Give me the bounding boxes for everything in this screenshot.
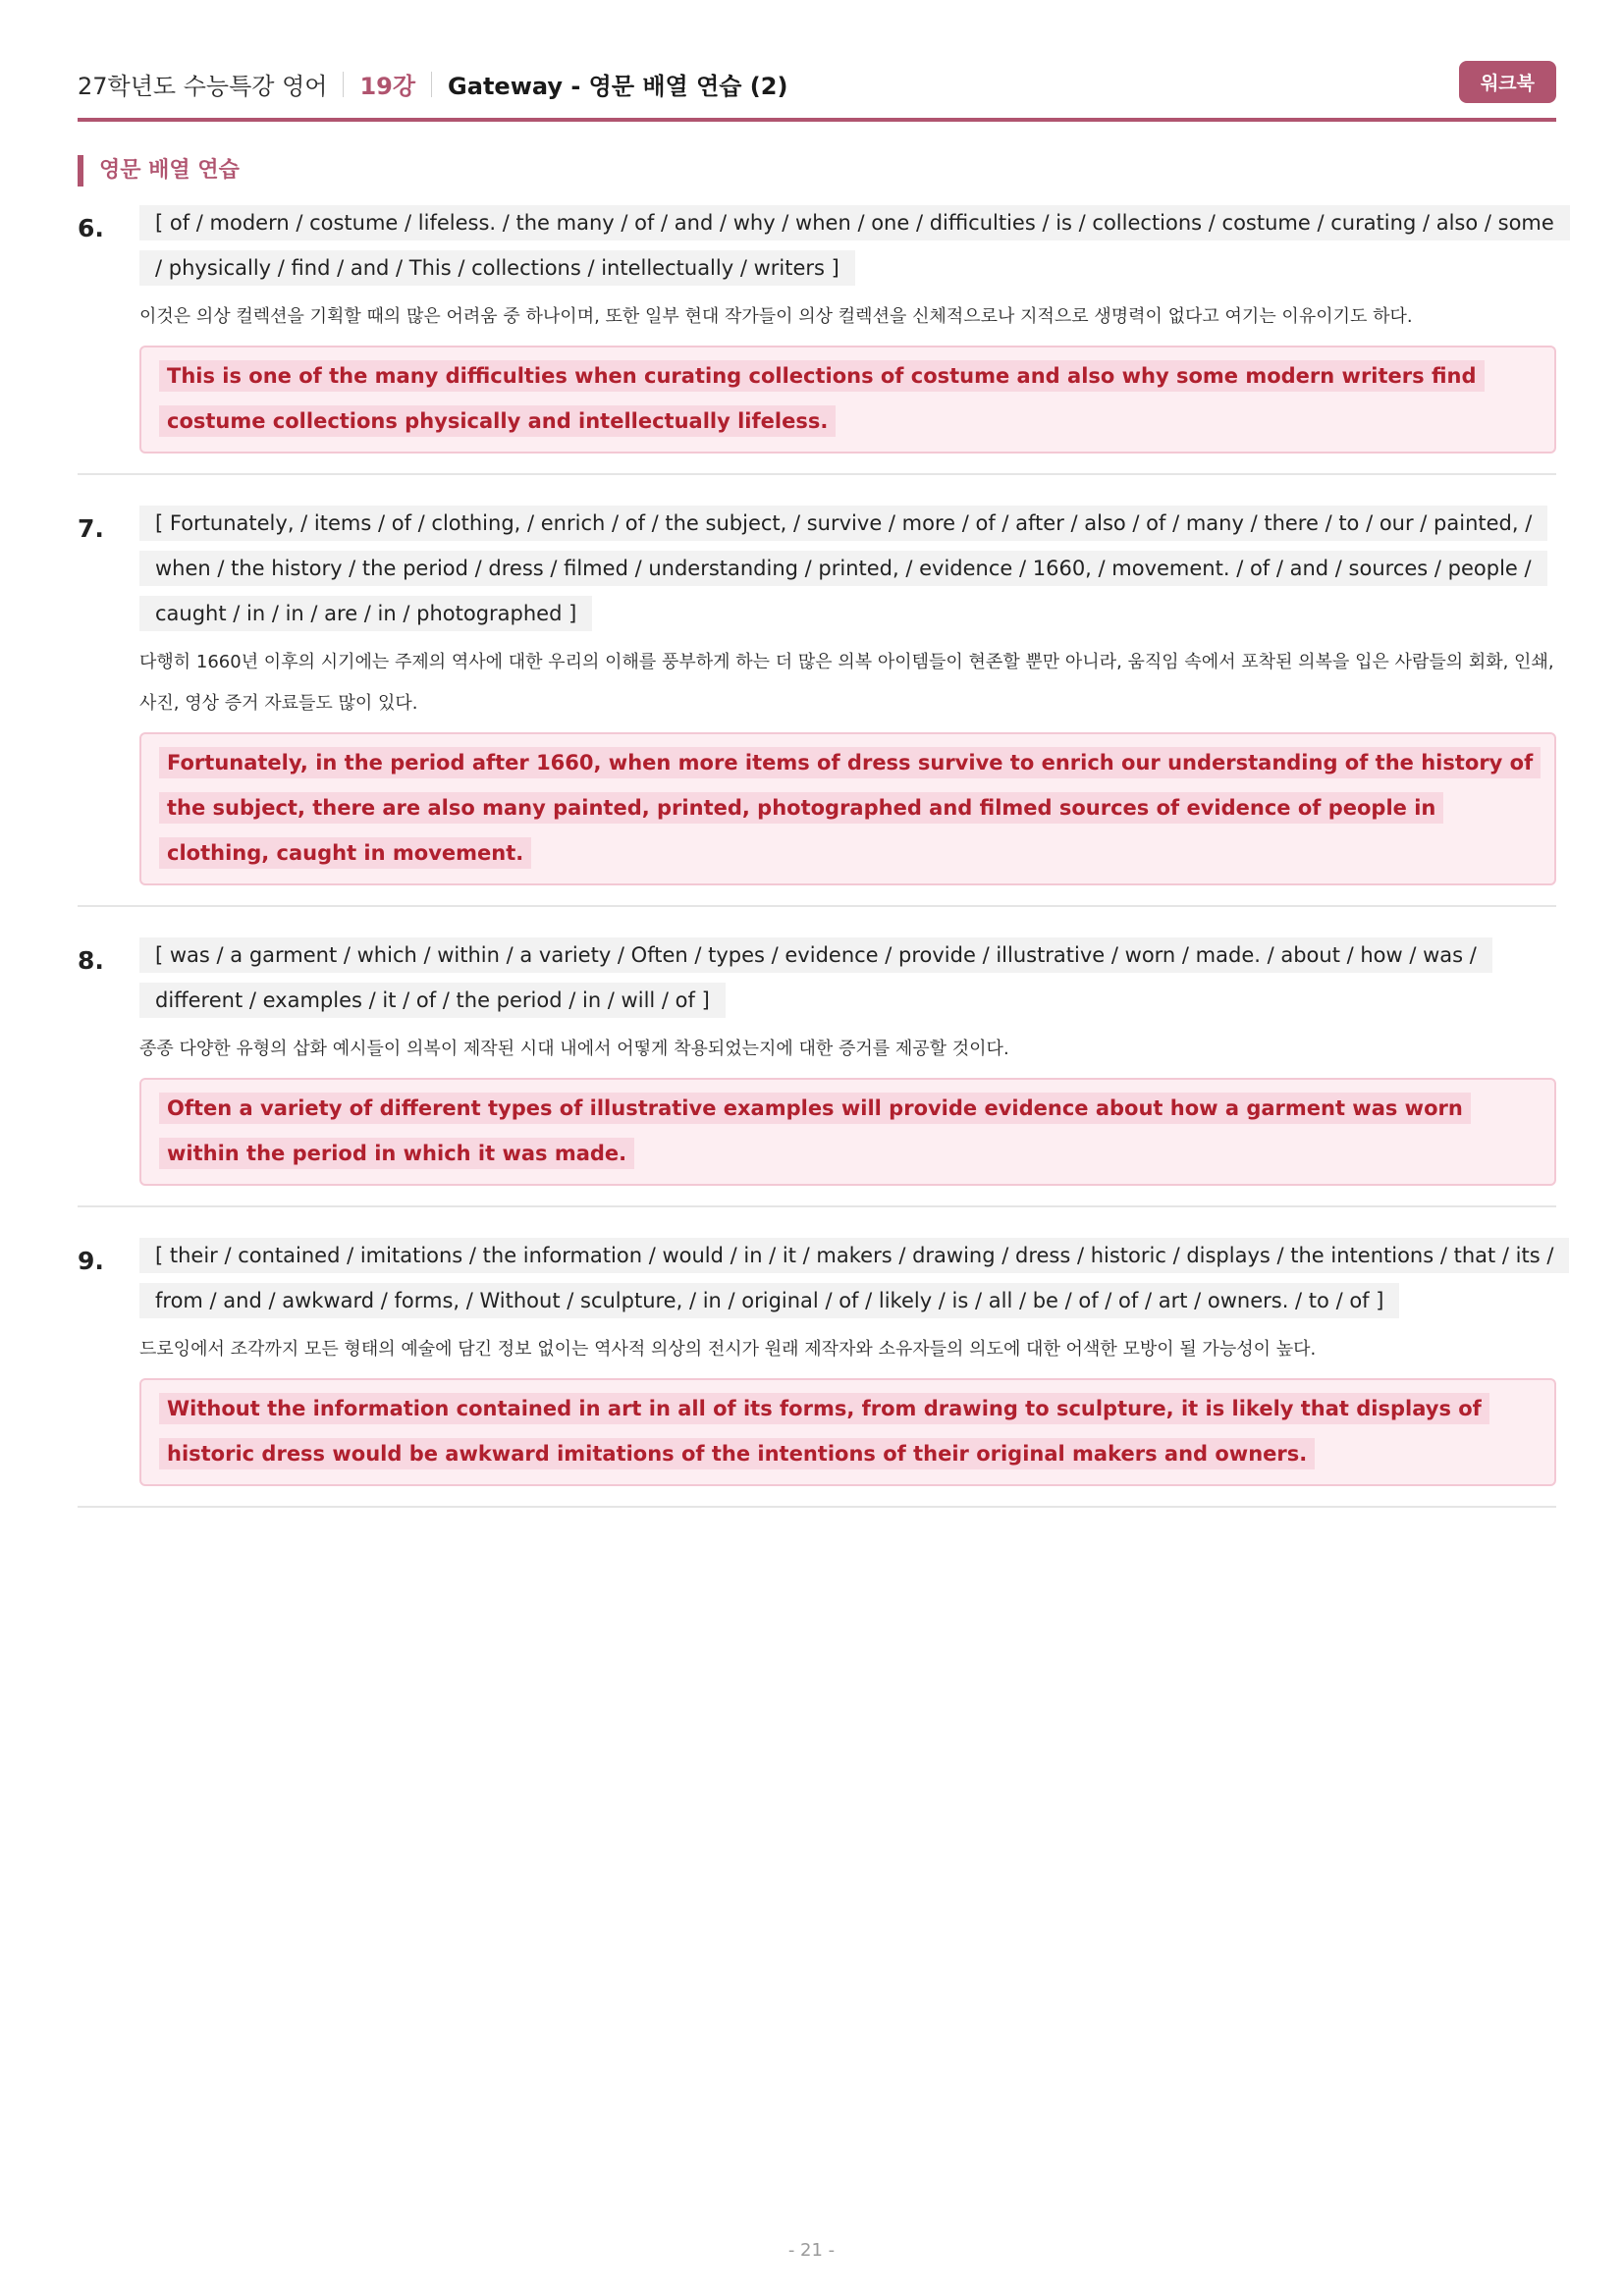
scramble-text: [ of / modern / costume / lifeless. / the many / of / and / why / when / one / difficulties / is / collections / costume / curating / also / some / physically / find / and / This / collections / intellectually / writers ] — [139, 205, 1570, 286]
scrambled-words — [139, 1233, 1556, 1323]
question-8 — [78, 933, 1556, 1207]
question-number: 6. — [78, 214, 104, 242]
header-divider — [343, 72, 344, 97]
section-label: 영문 배열 연습 — [78, 155, 240, 187]
answer-text: Fortunately, in the period after 1660, when more items of dress survive to enrich our understanding of the history of the subject, there are also many painted, printed, photographed and filmed sources of evidence of people in clothing, caught in movement. — [159, 747, 1541, 869]
lesson-number: 19강 — [359, 73, 416, 100]
workbook-badge: 워크북 — [1459, 61, 1556, 103]
book-title: 27학년도 수능특강 영어 — [78, 73, 328, 100]
page-header — [78, 57, 1556, 122]
header-divider — [431, 72, 432, 97]
scramble-text: [ Fortunately, / items / of / clothing, / enrich / of / the subject, / survive / more / of / after / also / of / many / there / to / our / painted, / when / the history / the period / dress / filmed / understanding / printed, / evidence / 1660, / movement. / of / and / sources / people / caught / in / in / are / in / photographed ] — [139, 506, 1547, 631]
question-7 — [78, 501, 1556, 907]
scramble-text: [ their / contained / imitations / the information / would / in / it / makers / drawing / dress / historic / displays / the intentions / that / its / from / and / awkward / forms, / Without / sculpture, / in / original / of / likely / is / all / be / of / of / art / owners. / to / of ] — [139, 1238, 1569, 1318]
answer-box — [139, 1378, 1556, 1486]
korean-translation: 이것은 의상 컬렉션을 기획할 때의 많은 어려움 중 하나이며, 또한 일부 현대 작가들이 의상 컬렉션을 신체적으로나 지적으로 생명력이 없다고 여기는 이유이기도 하다. — [139, 306, 1413, 327]
korean-translation: 다행히 1660년 이후의 시기에는 주제의 역사에 대한 우리의 이해를 풍부하게 하는 더 많은 의복 아이템들이 현존할 뿐만 아니라, 움직임 속에서 포착된 의복을 입은 사람들의 회화, 인쇄, 사진, 영상 증거 자료들도 많이 있다. — [139, 652, 1554, 714]
answer-text: This is one of the many difficulties when curating collections of costume and also why some modern writers find costume collections physically and intellectually lifeless. — [159, 360, 1485, 437]
scramble-text: [ was / a garment / which / within / a variety / Often / types / evidence / provide / illustrative / worn / made. / about / how / was / different / examples / it / of / the period / in / will / of ] — [139, 937, 1492, 1018]
scrambled-words — [139, 200, 1556, 291]
scrambled-words — [139, 933, 1556, 1023]
question-number: 9. — [78, 1247, 104, 1275]
question-number: 8. — [78, 946, 104, 975]
question-list — [78, 200, 1556, 1533]
answer-box — [139, 346, 1556, 454]
page-title: Gateway - 영문 배열 연습 (2) — [448, 73, 788, 100]
answer-text: Often a variety of different types of illustrative examples will provide evidence about how a garment was worn within the period in which it was made. — [159, 1093, 1471, 1169]
question-9 — [78, 1233, 1556, 1508]
answer-box — [139, 732, 1556, 885]
answer-box — [139, 1078, 1556, 1186]
question-number: 7. — [78, 514, 104, 543]
header-breadcrumb — [78, 67, 787, 101]
scrambled-words — [139, 501, 1556, 636]
korean-translation: 종종 다양한 유형의 삽화 예시들이 의복이 제작된 시대 내에서 어떻게 착용되었는지에 대한 증거를 제공할 것이다. — [139, 1039, 1009, 1059]
page-number: - 21 - — [787, 2240, 836, 2261]
korean-translation: 드로잉에서 조각까지 모든 형태의 예술에 담긴 정보 없이는 역사적 의상의 전시가 원래 제작자와 소유자들의 의도에 대한 어색한 모방이 될 가능성이 높다. — [139, 1339, 1317, 1360]
question-6 — [78, 200, 1556, 475]
answer-text: Without the information contained in art in all of its forms, from drawing to sculpture, it is likely that displays of historic dress would be awkward imitations of the intentions of their original makers and owners. — [159, 1393, 1489, 1469]
